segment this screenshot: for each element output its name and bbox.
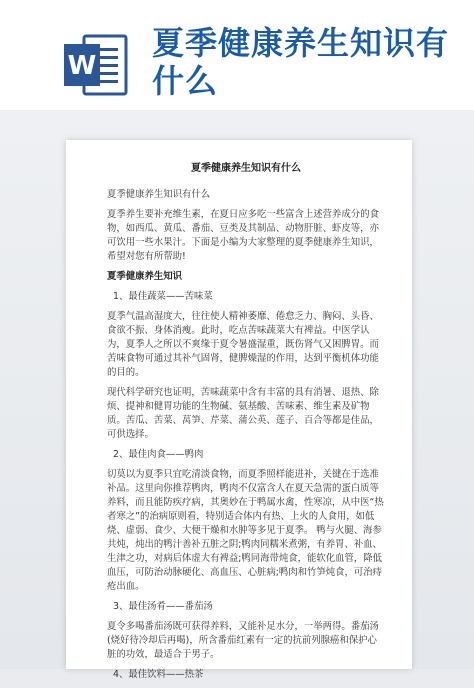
- paragraph: 夏季气温高湿度大，往往使人精神萎靡、倦怠乏力、胸闷、头昏、食欲不振、身体消瘦。此时，吃点苦味蔬菜大有裨益。中医学认为，夏季人之所以不爽缘于夏令暑盛湿重，既伤肾气又困脾胃。而苦味食物可通过其补气固肾，健脾燥湿的作用，达到平衡机体功能的目的。: [107, 311, 379, 378]
- paragraph: 1、最佳蔬菜——苦味菜: [113, 291, 213, 302]
- document-title: 夏季健康养生知识有什么: [191, 163, 301, 174]
- paragraph: 3、最佳汤肴——番茄汤: [113, 601, 213, 612]
- document-page: [66, 140, 412, 680]
- paragraph: 夏季养生要补充维生素，在夏日应多吃一些富含上述营养成分的食物，如西瓜、黄瓜、番茄、豆类及其制品、动物肝脏、虾皮等，亦可饮用一些水果汁。下面是小编为大家整理的夏季健康养生知识，希望对您有所帮助!: [107, 209, 379, 262]
- paragraph-list: [107, 188, 385, 682]
- word-doc-icon: [62, 32, 128, 98]
- paragraph: 2、最佳肉食——鸭肉: [113, 449, 204, 460]
- header-banner: [0, 0, 474, 110]
- paragraph: 夏季健康养生知识有什么: [107, 189, 211, 200]
- paragraph: 切莫以为夏季只宜吃清淡食物，而夏季照样能进补，关键在于选准补品。这里向你推荐鸭肉，鸭肉不仅富含人在夏天急需的蛋白质等养料，而且能防疾疗病，其奥妙在于鸭属水禽，性寒凉，从中医“热者寒之”的治病原则看，特别适合体内有热、上火的人食用，如低烧、虚弱、食少、大便干燥和水肿等多见于夏季。 鸭与火腿、海参共炖，炖出的鸭汁善补五脏之阴;鸭肉同糯米煮粥，有养胃、补血、生津之功，对病后体虚大有裨益;鸭同海带炖食，能软化血管，降低血压，可防治动脉硬化、高血压、心脏病;鸭肉和竹笋炖食，可治痔疮出血。: [107, 469, 384, 592]
- paragraph: 夏令多喝番茄汤既可获得养料，又能补足水分，一举两得。番茄汤(烧好待冷却后再喝)，所含番茄红素有一定的抗前列腺癌和保护心脏的功效，最适合于男子。: [107, 621, 379, 660]
- paragraph: 4、最佳饮料——热茶: [113, 669, 204, 680]
- word-icon-letter: W: [67, 51, 97, 81]
- paragraph: 夏季健康养生知识: [107, 271, 183, 282]
- document-body: [107, 162, 385, 688]
- paragraph: 现代科学研究也证明，苦味蔬菜中含有丰富的具有消暑、退热、除烦、提神和健胃功能的生物碱、氨基酸、苦味素、维生素及矿物质。苦瓜、苦菜、莴笋、芹菜、蒲公英、莲子、百合等都是佳品，可供选择。: [107, 387, 379, 440]
- banner-title: 夏季健康养生知识有什么: [152, 24, 450, 100]
